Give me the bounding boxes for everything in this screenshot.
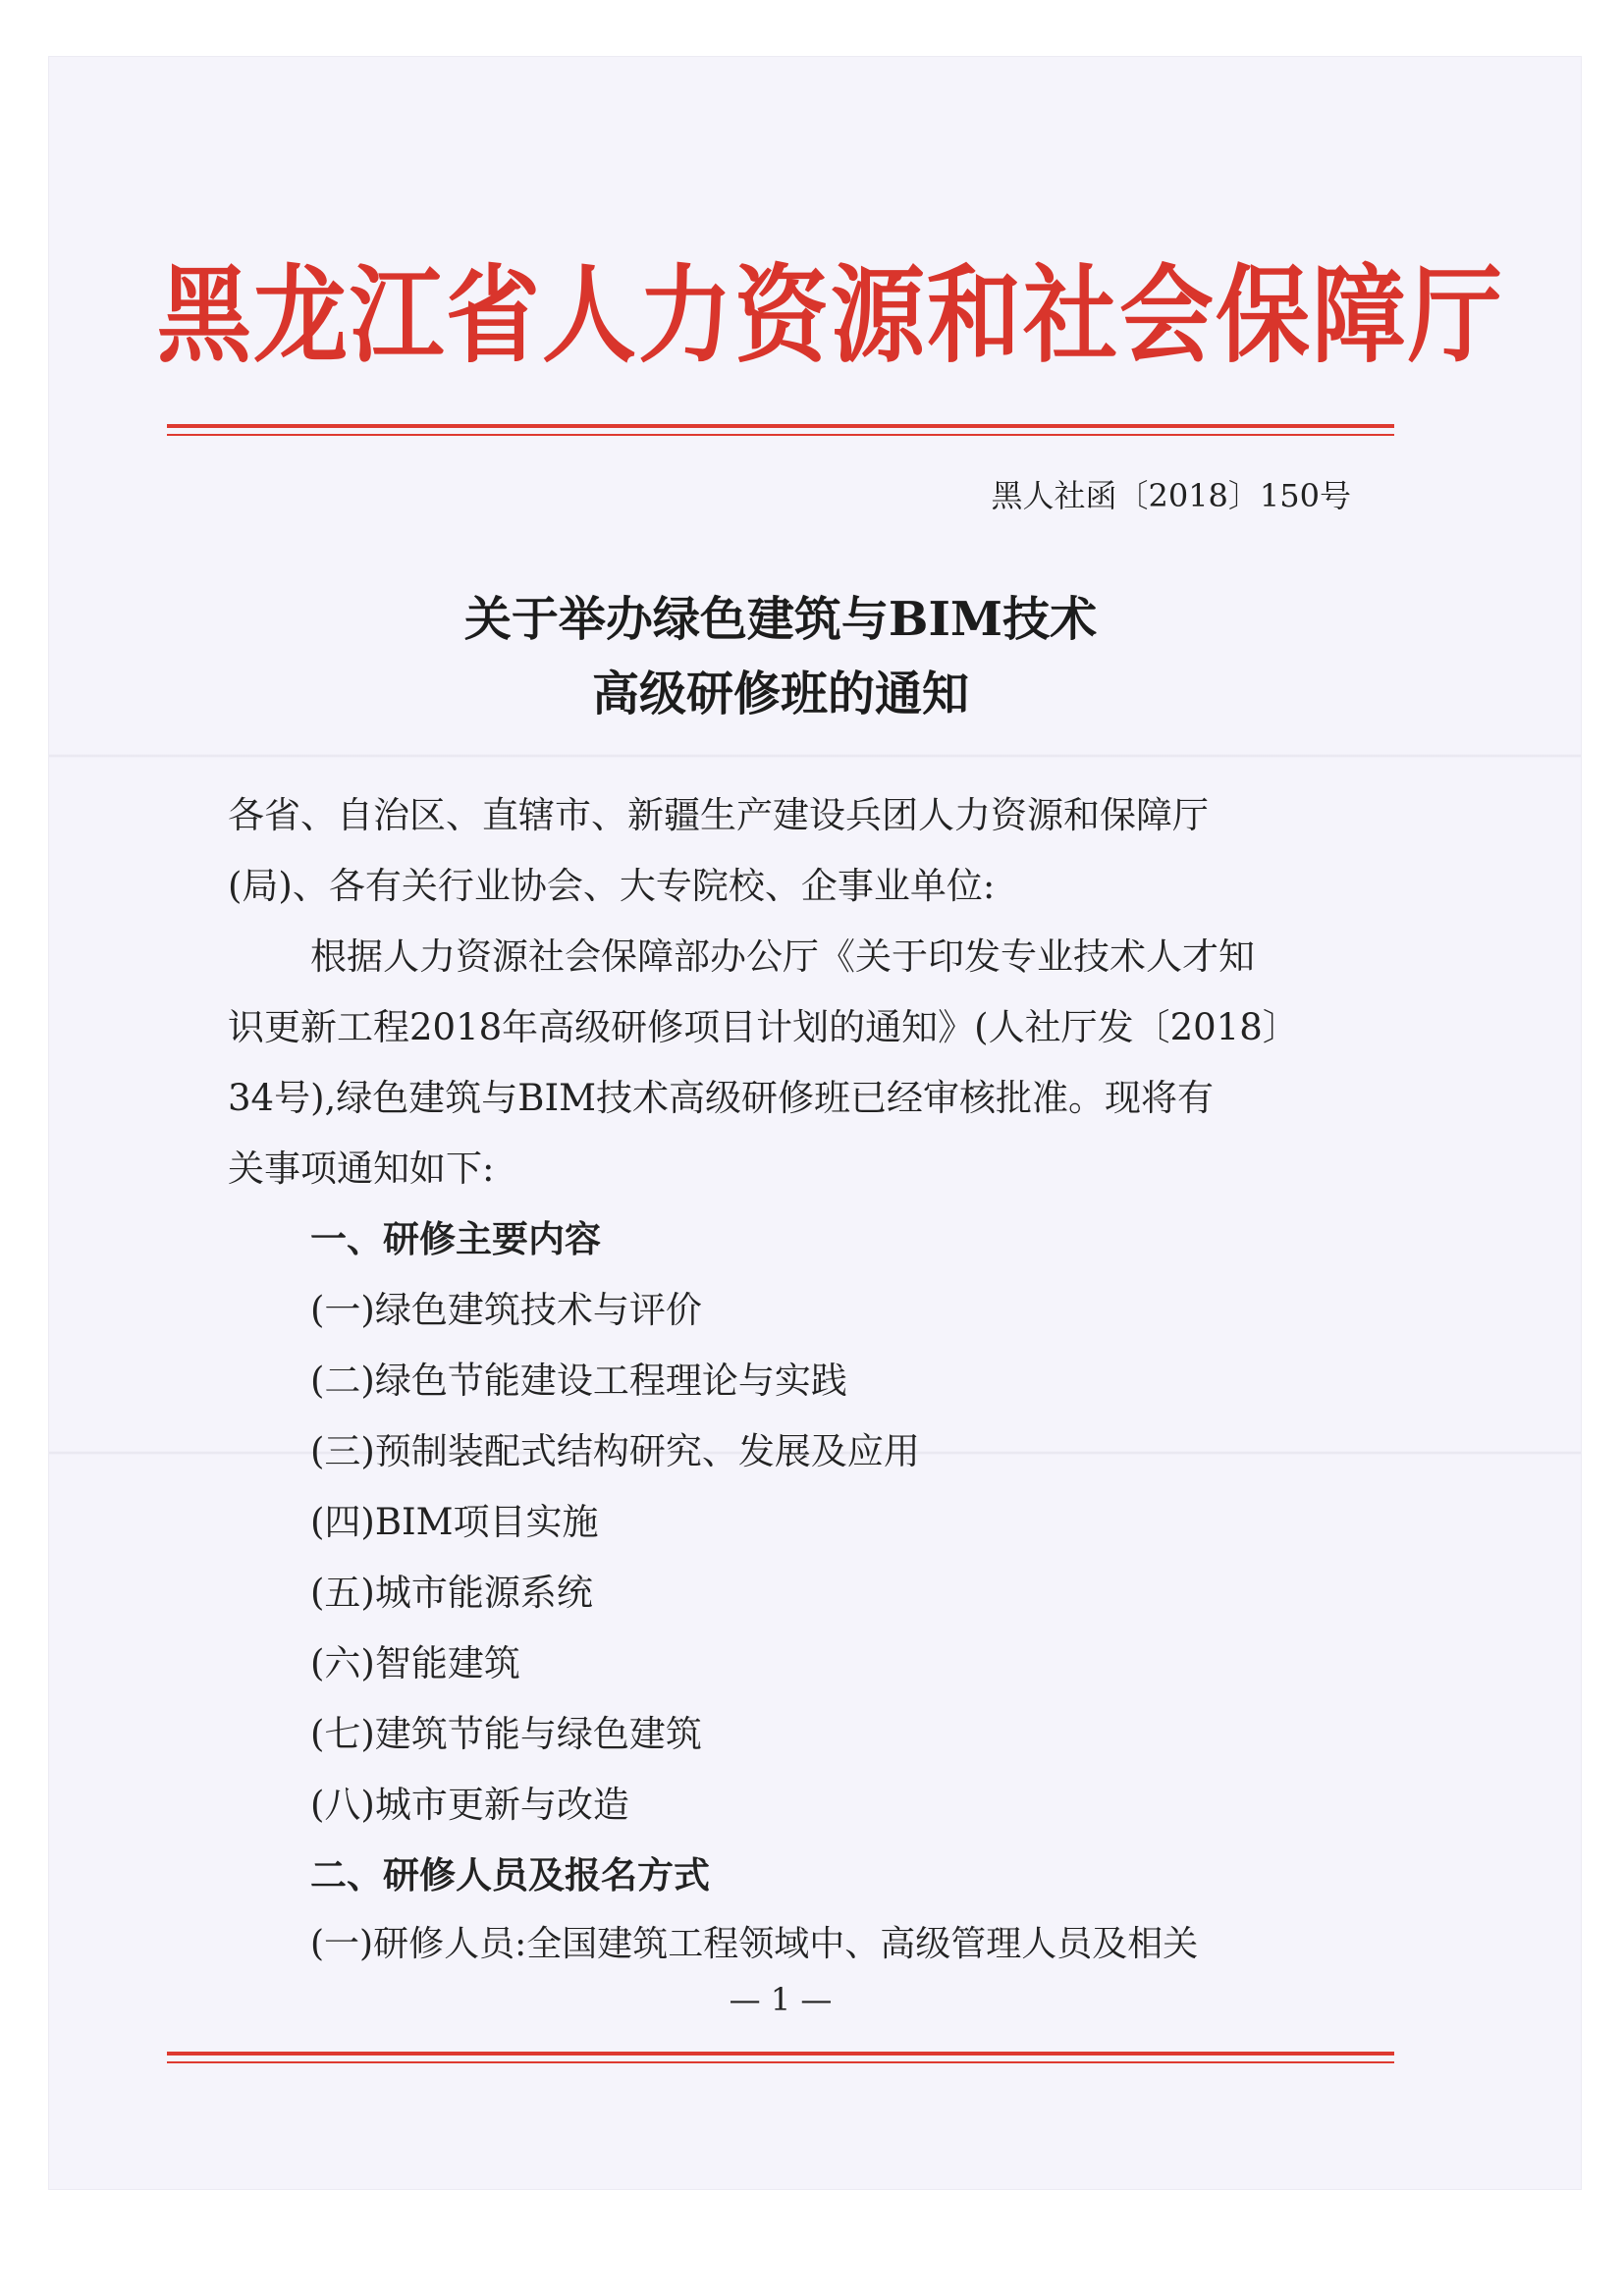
section-1-item: (一)绿色建筑技术与评价 <box>310 1289 702 1331</box>
intro-line-1: 根据人力资源社会保障部办公厅《关于印发专业技术人才知 <box>310 935 1255 978</box>
intro-line-2: 识更新工程2018年高级研修项目计划的通知》(人社厅发〔2018〕 <box>228 1006 1299 1048</box>
footer-red-rule-thin <box>167 2061 1394 2063</box>
section-1-item: (五)城市能源系统 <box>310 1572 593 1614</box>
intro-line-4: 关事项通知如下: <box>228 1148 495 1190</box>
section-1-item: (四)BIM项目实施 <box>310 1501 599 1543</box>
section-1-item: (六)智能建筑 <box>310 1642 520 1684</box>
section-1-heading: 一、研修主要内容 <box>310 1218 601 1260</box>
footer-red-rule <box>167 2052 1394 2056</box>
intro-line-3: 34号),绿色建筑与BIM技术高级研修班已经审核批准。现将有 <box>228 1077 1214 1119</box>
header-red-rule <box>167 424 1394 428</box>
page-number: — 1 — <box>729 1981 833 2018</box>
paper-fold-line <box>49 754 1581 758</box>
document-number: 黑人社函〔2018〕150号 <box>991 477 1351 514</box>
salutation-line-2: (局)、各有关行业协会、大专院校、企事业单位: <box>228 865 996 907</box>
salutation-line-1: 各省、自治区、直辖市、新疆生产建设兵团人力资源和保障厅 <box>228 794 1209 836</box>
section-2-first-line: (一)研修人员:全国建筑工程领域中、高级管理人员及相关 <box>310 1924 1199 1964</box>
notice-title-line-2: 高级研修班的通知 <box>591 667 969 721</box>
section-2-heading: 二、研修人员及报名方式 <box>310 1854 710 1896</box>
notice-title-line-1: 关于举办绿色建筑与BIM技术 <box>463 592 1098 647</box>
header-red-rule-thin <box>167 434 1394 436</box>
section-1-item: (八)城市更新与改造 <box>310 1784 629 1826</box>
section-1-item: (二)绿色节能建设工程理论与实践 <box>310 1360 847 1402</box>
issuer-title: 黑龙江省人力资源和社会保障厅 <box>157 252 1504 378</box>
section-1-item: (七)建筑节能与绿色建筑 <box>310 1713 702 1755</box>
section-1-item: (三)预制装配式结构研究、发展及应用 <box>310 1430 920 1472</box>
